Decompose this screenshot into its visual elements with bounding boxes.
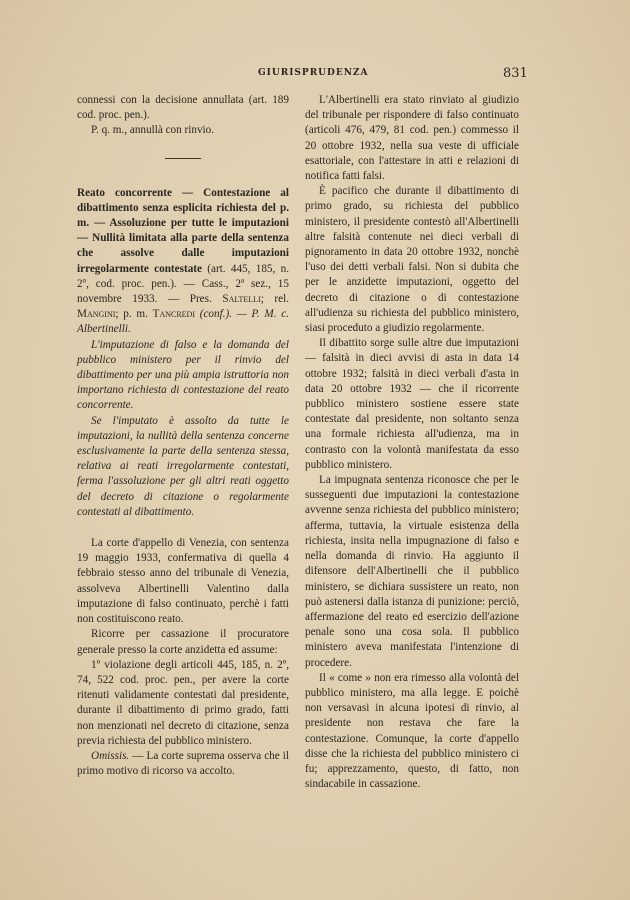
section-divider [165,158,201,159]
omissis-text: — La corte suprema osserva che il primo motivo di ricorso va accolto. [77,749,289,778]
omissis-paragraph [77,749,289,779]
prosecutor-name: Tancredi [152,308,195,321]
carryover-paragraph: connessi con la decisione annullata (art. 189 cod. proc. pen.). [77,94,289,122]
headnote-parties: (conf.). — P. M. c. Albertinelli. [77,308,290,336]
page-header [0,66,630,84]
president-name: Saltelli [222,293,261,306]
page-number: 831 [503,66,528,81]
running-title: GIURISPRUDENZA [258,68,369,78]
body-paragraph: L'Albertinelli era stato rinviato al giudizio del tribunale per rispondere di falso continuato (articoli 476, 479, 81 cod. pen.) commesso il 20 ottobre 1932, nella sua veste di ufficiale esattoriale, con l'attestare in atti e relazioni di notifica fatti falsi. [305,94,519,183]
maxim-paragraph: L'imputazione di falso e la domanda del pubblico ministero per il rinvio del dibattimento per una più ampia istruttoria non importano richiesta di contestazione del reato concorrente. [77,338,289,412]
body-paragraph: La corte d'appello di Venezia, con sentenza 19 maggio 1933, confermativa di quella 4 febbraio stesso anno del tribunale di Venezia, assolveva Albertinelli Valentino dalla imputazione di falso continuato, perchè i fatti non costituiscono reato. [77,537,289,626]
omissis-label: Omissis. [91,749,130,762]
body-paragraph: Ricorre per cassazione il procuratore generale presso la corte anzidetta ed assume: [77,628,289,656]
left-column [77,93,289,779]
rapporteur-name: Mangini [77,308,116,321]
headnote-citation-part: ; p. m. [115,308,153,321]
maxim-paragraph: Se l'imputato è assolto da tutte le imputazioni, la nullità della sentenza concerne esclusivamente la parte della sentenza stessa, relativa ai reati irregolarmente contestati, ferma l'assoluzione per gli altri reati oggetto del decreto di citazione o regolarmente contestati al dibattimento. [77,414,289,518]
right-column [305,93,519,792]
body-paragraph: Il « come » non era rimesso alla volontà del pubblico ministero, ma alla legge. E poichè non versavasi in alcuna ipotesi di rinvio, al presidente non restava che fare la contestazione. Comunque, la corte d'appello disse che la richiesta del pubblico ministero ci fu; apprezzamento, questo, di fatto, non sindacabile in cassazione. [305,671,519,791]
case-headnote [77,186,289,338]
body-paragraph: 1º violazione degli articoli 445, 185, n. 2º, 74, 522 cod. proc. pen., per avere la corte ritenuti validamente contestati dal presidente, durante il dibattimento di primo grado, fatti non menzionati nel decreto di citazione, senza previa richiesta del pubblico ministero. [77,658,289,747]
body-paragraph: La impugnata sentenza riconosce che per le susseguenti due imputazioni la contestazione avvenne senza richiesta del pubblico ministero; afferma, tuttavia, la virtuale esistenza della richiesta, insita nella impugnazione di falso e nella domanda di rinvio. Ha aggiunto il difensore dell'Albertinelli che il pubblico ministero, se dichiara sussistere un reato, non può astenersi dalla istanza di punizione: perciò, affermazione del reato ed esercizio dell'azione penale sono una cosa sola. Il pubblico ministero aveva manifestata l'intenzione di procedere. [305,474,519,669]
legal-maxims [77,338,289,520]
headnote-citation-part: (art. 445, 185, n. 2º, cod. proc. pen.). — Cass., 2ª sez., 15 novembre 1933. — Pres. [77,262,289,306]
headnote-title: Reato concorrente — Contestazione al dibattimento senza esplicita richiesta del p. m. — Assoluzione per tutte le imputazioni — Nullità limitata alla parte della sentenza che assolve dalle imputazioni irregolarmente contestate [77,186,289,275]
body-paragraph: Il dibattito sorge sulle altre due imputazioni — falsità in dieci avvisi di asta in data 14 ottobre 1932; falsità in dieci verbali d'asta in data 20 ottobre 1932 — che il ricorrente pubblico ministero sostiene essere state contestate dal presidente, non soltanto senza una formale richiesta all'udienza, ma in contrasto con la volontà manifestata da esso pubblico ministero. [305,337,519,471]
body-paragraph: È pacifico che durante il dibattimento di primo grado, su richiesta del pubblico ministero, il presidente contestò all'Albertinelli altre falsità contenute nei dieci verbali di pignoramento in data 20 ottobre 1932, nonchè l'uso dei detti verbali falsi. Non si dubita che per le anzidette imputazioni, oggetto del decreto di citazione o di contestazione all'udienza su richiesta del pubblico ministero, siasi proceduto a giudizio regolarmente. [305,185,519,335]
headnote-citation-part: ; rel. [260,293,289,306]
ruling-paragraph: P. q. m., annullà con rinvio. [91,124,215,137]
